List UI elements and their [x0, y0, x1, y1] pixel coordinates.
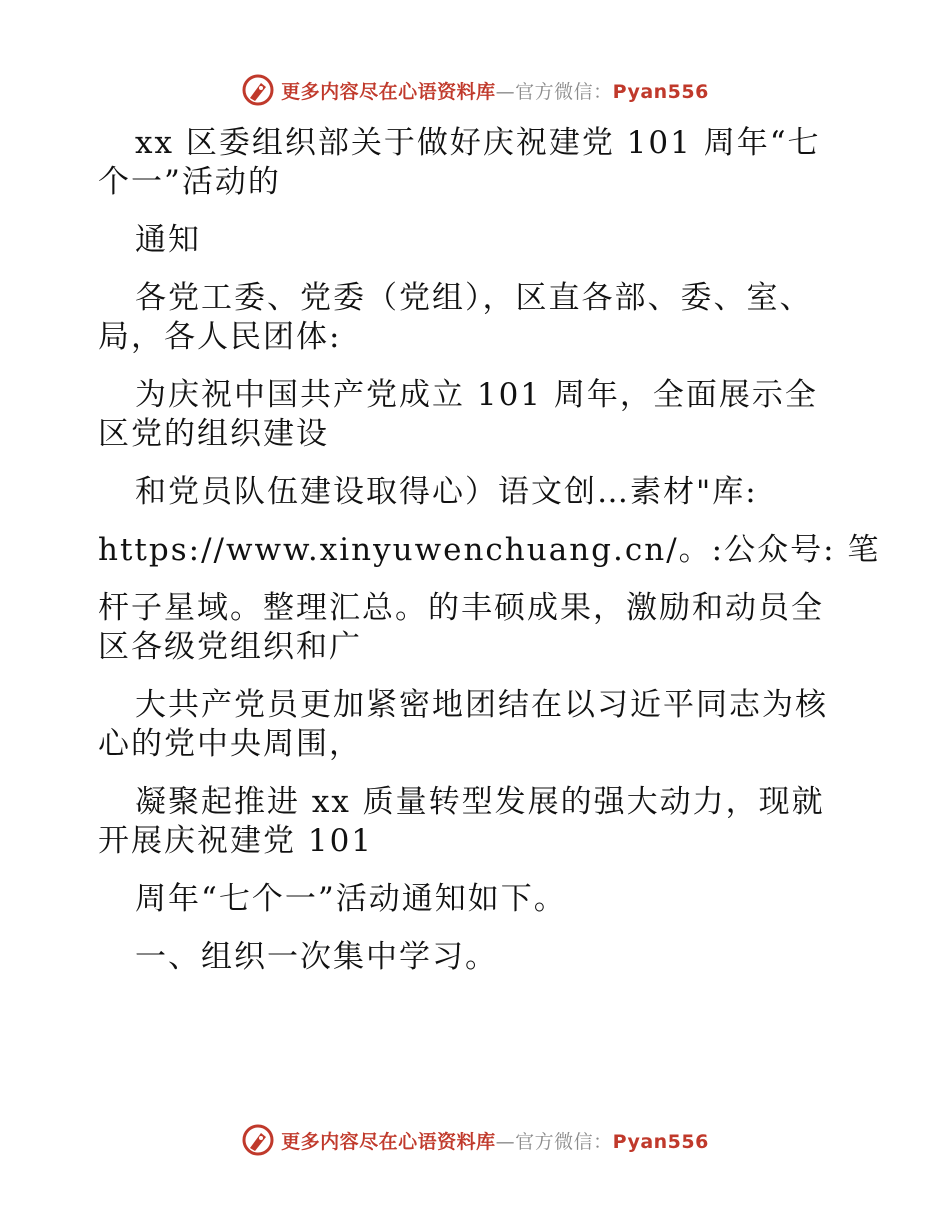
paragraph-line: 杆子星域。整理汇总。的丰硕成果，激励和动员全 — [98, 590, 824, 626]
section-heading: 一、组织一次集中学习。 — [135, 939, 498, 975]
paragraph-line: 心的党中央周围， — [98, 726, 362, 762]
document-body — [98, 124, 881, 977]
header-watermark — [0, 70, 950, 110]
title-line-3: 通知 — [135, 222, 201, 258]
paragraph-line: 为庆祝中国共产党成立 101 周年，全面展示全 — [135, 377, 818, 413]
paragraph-line: 开展庆祝建党 101 — [98, 823, 374, 859]
paragraph-line: https://www.xinyuwenchuang.cn/。:公众号: 笔 — [98, 532, 881, 568]
paragraph-line: 区党的组织建设 — [98, 416, 329, 452]
paragraph-line: 和党员队伍建设取得心）语文创…素材"库: — [135, 474, 758, 510]
watermark-text: 更多内容尽在心语资料库—官方微信：Pyan556 — [281, 80, 709, 103]
title-line-2: 个一”活动的 — [98, 164, 281, 200]
paragraph-line: 周年“七个一”活动通知如下。 — [135, 881, 567, 917]
footer-watermark — [0, 1120, 950, 1160]
paragraph-line: 区各级党组织和广 — [98, 629, 362, 665]
salutation-line-1: 各党工委、党委（党组），区直各部、委、室、 — [135, 280, 813, 316]
paragraph-line: 大共产党员更加紧密地团结在以习近平同志为核 — [135, 687, 828, 723]
pen-nib-logo-icon — [241, 1123, 275, 1157]
salutation-line-2: 局，各人民团体: — [98, 319, 342, 355]
title-line-1: xx 区委组织部关于做好庆祝建党 101 周年“七 — [135, 125, 821, 161]
paragraph-line: 凝聚起推进 xx 质量转型发展的强大动力，现就 — [135, 784, 825, 820]
pen-nib-logo-icon — [241, 73, 275, 107]
watermark-text: 更多内容尽在心语资料库—官方微信：Pyan556 — [281, 1130, 709, 1153]
